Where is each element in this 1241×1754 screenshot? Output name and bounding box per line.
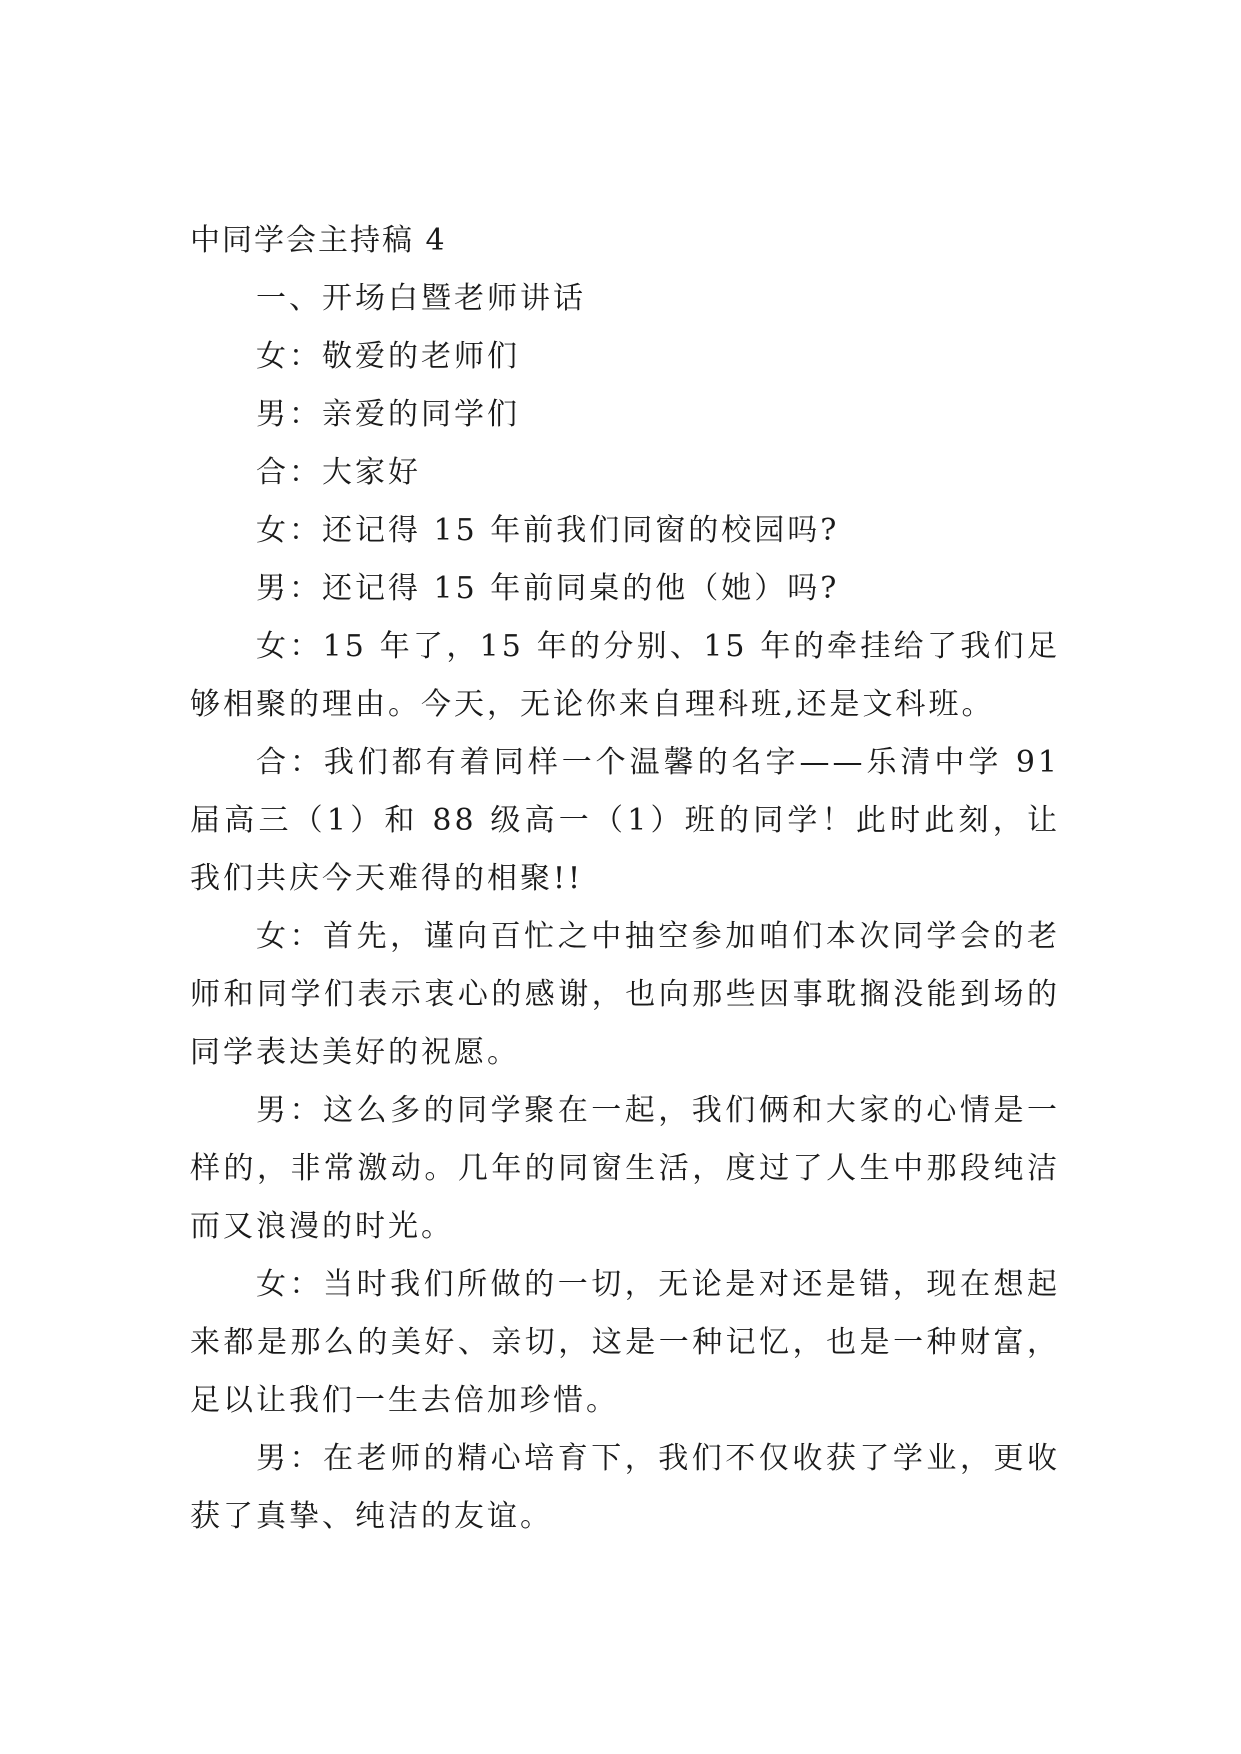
dialogue-line: 男：还记得 15 年前同桌的他（她）吗? <box>256 571 840 606</box>
dialogue-line: 男：在老师的精心培育下，我们不仅收获了学业，更收获了真挚、纯洁的友谊。 <box>190 1441 1060 1534</box>
dialogue-line: 女：15 年了，15 年的分别、15 年的牵挂给了我们足够相聚的理由。今天，无论你来自理科班,还是文科班。 <box>190 629 1060 722</box>
dialogue-line: 男：亲爱的同学们 <box>256 397 520 432</box>
section-heading: 一、开场白暨老师讲话 <box>256 281 586 316</box>
dialogue-line: 男：这么多的同学聚在一起，我们俩和大家的心情是一样的，非常激动。几年的同窗生活，度过了人生中那段纯洁而又浪漫的时光。 <box>190 1093 1060 1244</box>
document-title: 中同学会主持稿 4 <box>190 223 447 258</box>
dialogue-line: 女：当时我们所做的一切，无论是对还是错，现在想起来都是那么的美好、亲切，这是一种记忆，也是一种财富，足以让我们一生去倍加珍惜。 <box>190 1267 1060 1418</box>
dialogue-line: 合：我们都有着同样一个温馨的名字——乐清中学 91 届高三（1）和 88 级高一（1）班的同学！此时此刻，让我们共庆今天难得的相聚!! <box>190 745 1060 896</box>
dialogue-line: 女：敬爱的老师们 <box>256 339 520 374</box>
dialogue-line: 女：首先，谨向百忙之中抽空参加咱们本次同学会的老师和同学们表示衷心的感谢，也向那些因事耽搁没能到场的同学表达美好的祝愿。 <box>190 919 1060 1070</box>
dialogue-line: 女：还记得 15 年前我们同窗的校园吗? <box>256 513 840 548</box>
document-body <box>190 212 1060 1546</box>
dialogue-line: 合：大家好 <box>256 455 421 490</box>
